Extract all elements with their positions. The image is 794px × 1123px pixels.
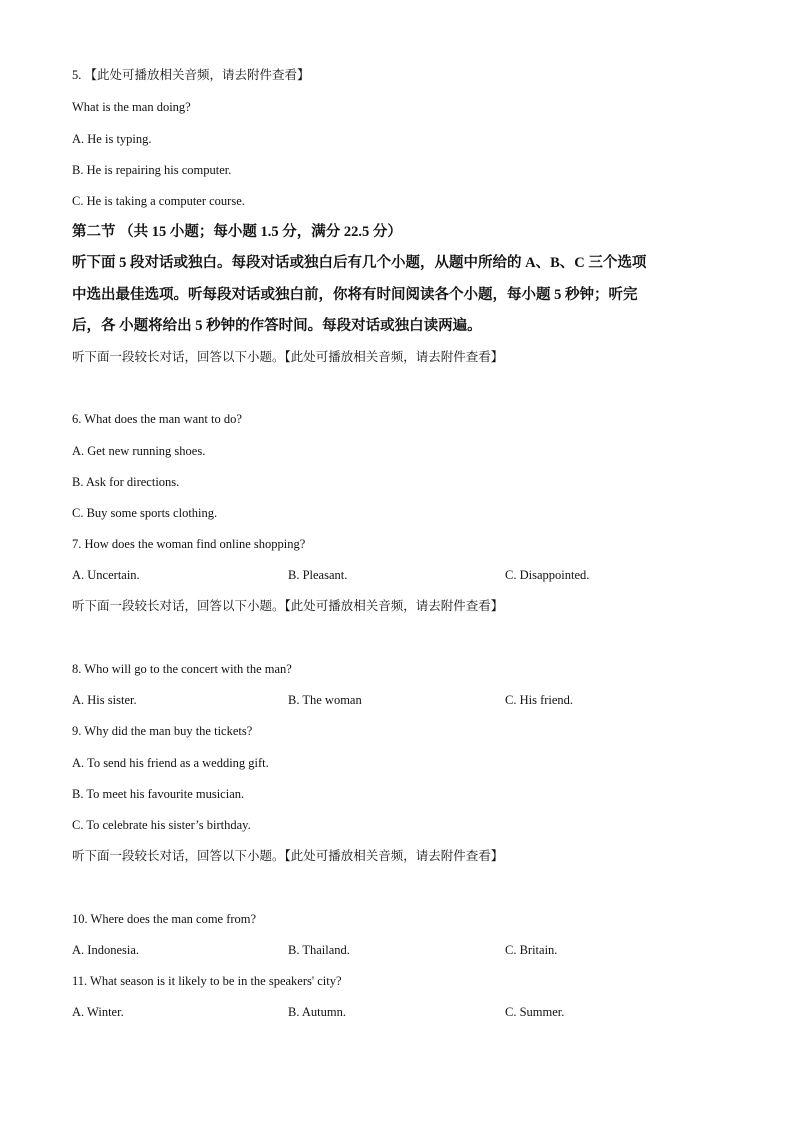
q8-option-b: B. The woman bbox=[288, 693, 362, 707]
section2-heading: 第二节 （共 15 小题；每小题 1.5 分，满分 22.5 分） bbox=[72, 224, 402, 240]
q9-option-c: C. To celebrate his sister’s birthday. bbox=[72, 818, 251, 832]
q6-question: 6. What does the man want to do? bbox=[72, 412, 242, 426]
q8-option-c: C. His friend. bbox=[505, 693, 574, 707]
q9-option-b: B. To meet his favourite musician. bbox=[72, 787, 245, 801]
dialog-note: 听下面一段较长对话，回答以下小题。【此处可播放相关音频，请去附件查看】 bbox=[72, 849, 504, 863]
q7-option-b: B. Pleasant. bbox=[288, 568, 348, 582]
q5-option-b: B. He is repairing his computer. bbox=[72, 163, 232, 177]
dialog-note: 听下面一段较长对话，回答以下小题。【此处可播放相关音频，请去附件查看】 bbox=[72, 350, 504, 364]
q8-question: 8. Who will go to the concert with the man? bbox=[72, 662, 292, 676]
section2-instruction-line-1: 听下面 5 段对话或独白。每段对话或独白后有几个小题，从题中所给的 A、B、C 三个选项 bbox=[72, 255, 647, 271]
q11-option-c: C. Summer. bbox=[505, 1005, 565, 1019]
section2-instruction-line-2: 中选出最佳选项。听每段对话或独白前，你将有时间阅读各个小题，每小题 5 秒钟；听完 bbox=[72, 287, 638, 303]
dialog-note: 听下面一段较长对话，回答以下小题。【此处可播放相关音频，请去附件查看】 bbox=[72, 599, 504, 613]
q11-option-a: A. Winter. bbox=[72, 1005, 124, 1019]
q5-option-c: C. He is taking a computer course. bbox=[72, 194, 245, 208]
q10-option-c: C. Britain. bbox=[505, 943, 558, 957]
q8-option-a: A. His sister. bbox=[72, 693, 137, 707]
q5-option-a: A. He is typing. bbox=[72, 132, 152, 146]
q7-question: 7. How does the woman find online shopping? bbox=[72, 537, 306, 551]
q9-option-a: A. To send his friend as a wedding gift. bbox=[72, 756, 269, 770]
q10-option-b: B. Thailand. bbox=[288, 943, 350, 957]
q11-option-b: B. Autumn. bbox=[288, 1005, 346, 1019]
q10-option-a: A. Indonesia. bbox=[72, 943, 139, 957]
q7-option-c: C. Disappointed. bbox=[505, 568, 590, 582]
section2-instruction-line-3: 后，各 小题将给出 5 秒钟的作答时间。每段对话或独白读两遍。 bbox=[72, 318, 482, 334]
q10-question: 10. Where does the man come from? bbox=[72, 912, 257, 926]
q7-option-a: A. Uncertain. bbox=[72, 568, 140, 582]
q9-question: 9. Why did the man buy the tickets? bbox=[72, 724, 253, 738]
q6-option-c: C. Buy some sports clothing. bbox=[72, 506, 218, 520]
q6-option-a: A. Get new running shoes. bbox=[72, 444, 206, 458]
q11-question: 11. What season is it likely to be in the speakers' city? bbox=[72, 974, 342, 988]
q6-option-b: B. Ask for directions. bbox=[72, 475, 180, 489]
q5-audio-line: 5. 【此处可播放相关音频，请去附件查看】 bbox=[72, 68, 310, 82]
q5-question: What is the man doing? bbox=[72, 100, 191, 114]
